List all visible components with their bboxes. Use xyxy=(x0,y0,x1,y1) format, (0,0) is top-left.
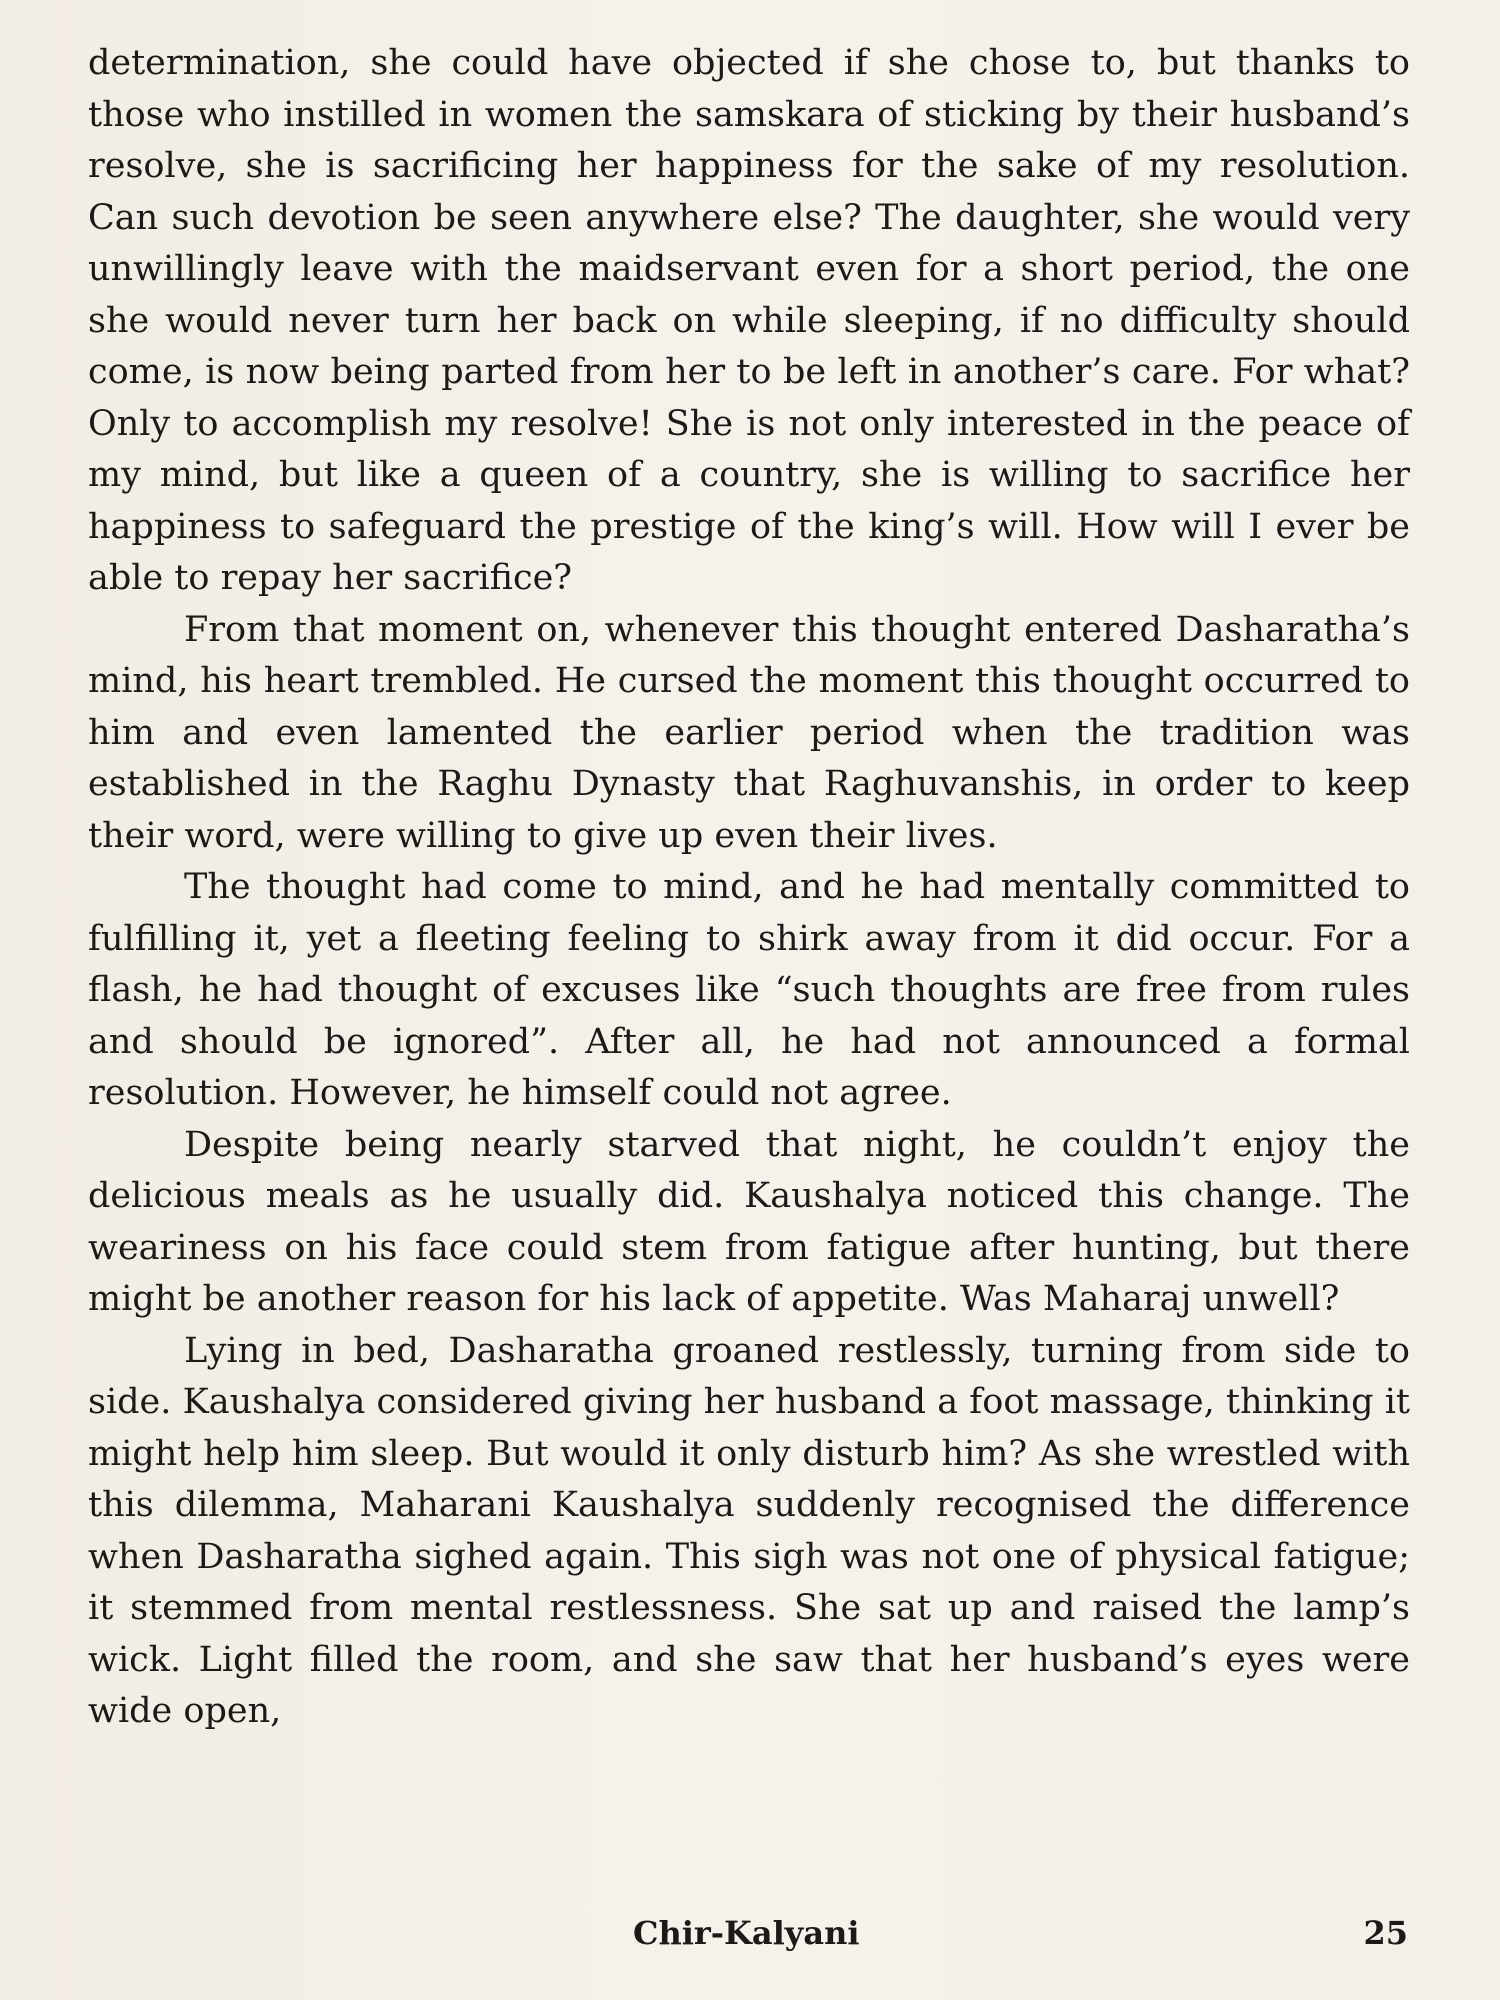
paragraph-continuation: determination, she could have objected if she chose to, but thanks to those who instilled in women the samskara of sticking by their husband’s resolve, she is sacrificing her happiness for the sake of my resolution. Can such devotion be seen anywhere else? The daughter, she would very unwillingly leave with the maidservant even for a short period, the one she would never turn her back on while sleeping, if no difficulty should come, is now being parted from her to be left in another’s care. For what? Only to accomplish my resolve! She is not only interested in the peace of my mind, but like a queen of a country, she is willing to sacrifice her happiness to safeguard the prestige of the king’s will. How will I ever be able to repay her sacrifice? xyxy=(88,43,1410,598)
page-number: 25 xyxy=(1363,1914,1408,1952)
book-title: Chir-Kalyani xyxy=(633,1914,860,1952)
paragraph: Despite being nearly starved that night, he couldn’t enjoy the delicious meals as he usually did. Kaushalya noticed this change. The weariness on his face could stem from fatigue after hunting, but there might be another reason for his lack of appetite. Was Maharaj unwell? xyxy=(88,1124,1410,1319)
paragraph: From that moment on, whenever this thought entered Dasharatha’s mind, his heart trembled. He cursed the moment this thought occurred to him and even lamented the earlier period when the tradition was established in the Raghu Dynasty that Raghuvanshis, in order to keep their word, were willing to give up even their lives. xyxy=(88,609,1410,856)
paragraph: The thought had come to mind, and he had mentally committed to fulfilling it, yet a fleeting feeling to shirk away from it did occur. For a flash, he had thought of excuses like “such thoughts are free from rules and should be ignored”. After all, he had not announced a formal resolution. However, he himself could not agree. xyxy=(88,867,1410,1113)
body-text xyxy=(88,38,1410,1738)
page-footer xyxy=(0,1914,1500,1964)
paragraph: Lying in bed, Dasharatha groaned restlessly, turning from side to side. Kaushalya considered giving her husband a foot massage, thinking it might help him sleep. But would it only disturb him? As she wrestled with this dilemma, Maharani Kaushalya suddenly recognised the difference when Dasharatha sighed again. This sigh was not one of physical fatigue; it stemmed from mental restlessness. She sat up and raised the lamp’s wick. Light filled the room, and she saw that her husband’s eyes were wide open, xyxy=(88,1330,1410,1731)
